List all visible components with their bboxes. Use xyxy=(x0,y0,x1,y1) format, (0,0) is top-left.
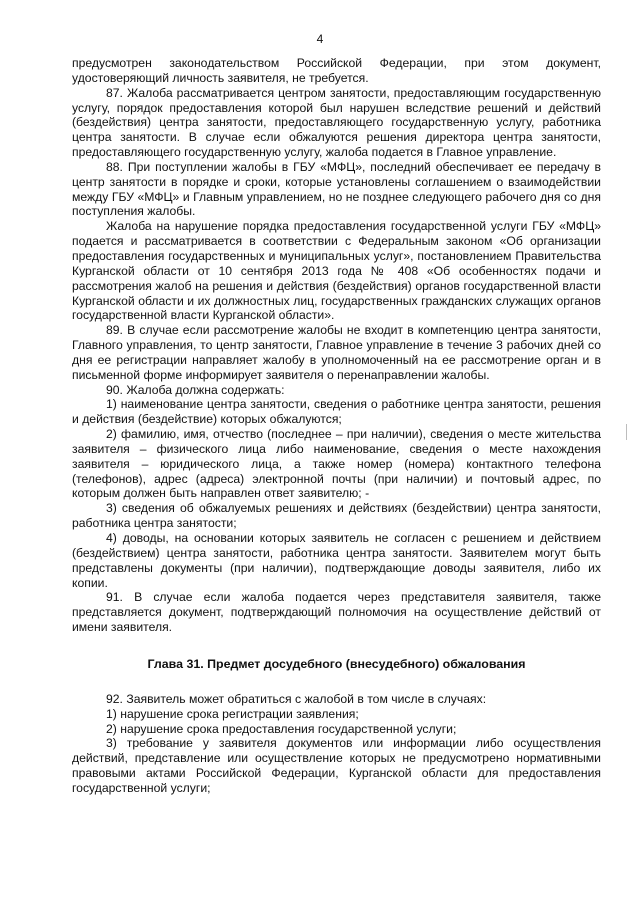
document-body xyxy=(72,56,601,796)
paragraph-92-item-3: 3) требование у заявителя документов или информации либо осуществления действий, представление или осуществление которых не предусмотрено нормативными правовыми актами Российской Федерации, Курганской области для предоставления государственной услуги; xyxy=(72,736,601,795)
paragraph-92-item-1: 1) нарушение срока регистрации заявления; xyxy=(106,706,359,721)
paragraph-90-item-2: 2) фамилию, имя, отчество (последнее – при наличии), сведения о месте жительства заявителя – физического лица либо наименование, сведения о месте нахождения заявителя – юридического лица, а также номер (номера) контактного телефона (телефонов), адрес (адреса) электронной почты (при наличии) и почтовый адрес, по которым должен быть направлен ответ заявителю; - xyxy=(72,427,601,501)
paragraph-continuation: предусмотрен законодательством Российской Федерации, при этом документ, удостоверяющий личность заявителя, не требуется. xyxy=(72,56,601,85)
paragraph-90-item-1: 1) наименование центра занятости, сведения о работнике центра занятости, решения и действия (бездействие) которых обжалуются; xyxy=(72,397,601,427)
paragraph-92: 92. Заявитель может обратиться с жалобой в том числе в случаях: xyxy=(106,691,487,706)
page-number: 4 xyxy=(316,32,324,46)
scan-margin-mark xyxy=(626,424,627,440)
chapter-heading: Глава 31. Предмет досудебного (внесудебного) обжалования xyxy=(147,656,526,671)
paragraph-89: 89. В случае если рассмотрение жалобы не входит в компетенцию центра занятости, Главного управления, то центр занятости, Главное управление в течение 3 рабочих дней со дня ее регистрации направляет жалобу в уполномоченный на ее рассмотрение орган и в письменной форме информирует заявителя о перенаправлении жалобы. xyxy=(72,323,601,382)
paragraph-92-item-2: 2) нарушение срока предоставления государственной услуги; xyxy=(106,721,457,736)
paragraph-88: 88. При поступлении жалобы в ГБУ «МФЦ», последний обеспечивает ее передачу в центр занятости в порядке и сроки, которые установлены соглашением о взаимодействии между ГБУ «МФЦ» и Главным управлением, но не позднее следующего рабочего дня со дня поступления жалобы. xyxy=(72,159,601,219)
paragraph-90: 90. Жалоба должна содержать: xyxy=(106,382,285,397)
paragraph-90-item-3: 3) сведения об обжалуемых решениях и действиях (бездействии) центра занятости, работника центра занятости; xyxy=(72,501,601,531)
paragraph-87: 87. Жалоба рассматривается центром занятости, предоставляющим государственную услугу, порядок предоставления которой был нарушен вследствие решений и действий (бездействия) центра занятости, предоставляющего государственную услугу, работника центра занятости. В случае если обжалуются решения директора центра занятости, предоставляющего государственную услугу, жалоба подается в Главное управление. xyxy=(72,85,601,160)
paragraph-90-item-4: 4) доводы, на основании которых заявитель не согласен с решением и действием (бездействием) центра занятости, работника центра занятости. Заявителем могут быть представлены документы (при наличии), подтверждающие доводы заявителя, либо их копии. xyxy=(72,531,601,590)
paragraph-91: 91. В случае если жалоба подается через представителя заявителя, также представляется документ, подтверждающий полномочия на осуществление действий от имени заявителя. xyxy=(72,590,601,635)
paragraph-mfc-complaint: Жалоба на нарушение порядка предоставления государственной услуги ГБУ «МФЦ» подается и рассматривается в соответствии с Федеральным законом «Об организации предоставления государственных и муниципальных услуг», постановлением Правительства Курганской области от 10 сентября 2013 года № 408 «Об особенностях подачи и рассмотрения жалоб на решения и действия (бездействия) органов государственной власти Курганской области и их должностных лиц, государственных гражданских служащих органов государственной власти Курганской области». xyxy=(72,219,601,323)
